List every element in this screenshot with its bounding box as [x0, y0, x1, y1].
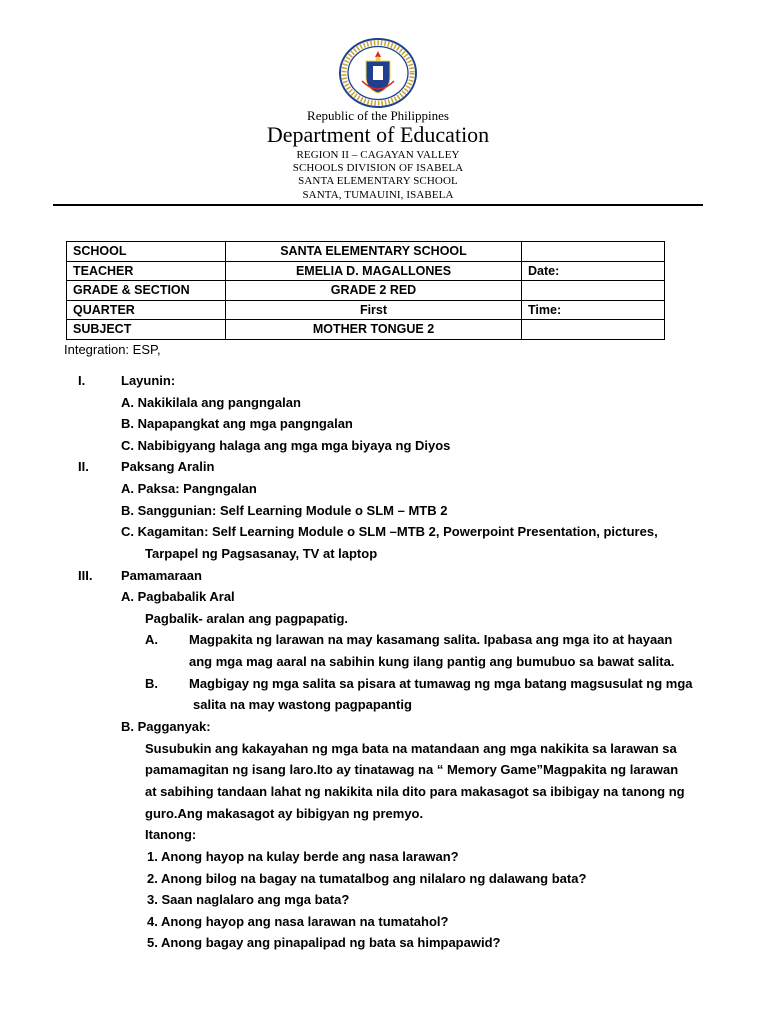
table-row — [67, 242, 665, 262]
row-value: EMELIA D. MAGALLONES — [226, 261, 522, 281]
row-value: GRADE 2 RED — [226, 281, 522, 301]
question-item: 3. Saan naglalaro ang mga bata? — [147, 892, 350, 907]
lesson-info-table — [66, 241, 665, 340]
questions-heading: Itanong: — [145, 827, 197, 842]
deped-seal-logo — [338, 37, 418, 109]
header-divider — [53, 204, 703, 206]
list-item: B. Pagganyak: — [121, 719, 211, 734]
row-value: SANTA ELEMENTARY SCHOOL — [226, 242, 522, 262]
paragraph-line: ang mga mag aaral na sabihin kung ilang pantig ang bumubuo sa bawat salita. — [189, 654, 675, 669]
list-item: A. Nakikilala ang pangngalan — [121, 395, 301, 410]
paragraph-line: Magpakita ng larawan na may kasamang salita. Ipabasa ang mga ito at hayaan — [189, 632, 673, 647]
table-row — [67, 320, 665, 340]
list-item: A. Pagbabalik Aral — [121, 589, 235, 604]
list-item: A. Paksa: Pangngalan — [121, 481, 257, 496]
table-row — [67, 300, 665, 320]
row-label: SCHOOL — [67, 242, 226, 262]
row-label: SUBJECT — [67, 320, 226, 340]
section-number: II. — [78, 459, 89, 474]
row-value: First — [226, 300, 522, 320]
division-line: SCHOOLS DIVISION OF ISABELA — [292, 162, 464, 174]
list-item: C. Nabibigyang halaga ang mga mga biyaya ng Diyos — [121, 438, 451, 453]
section-title: Layunin: — [121, 373, 176, 388]
row-label: TEACHER — [67, 261, 226, 281]
section-number: I. — [78, 373, 86, 388]
row-extra — [522, 320, 665, 340]
region-line: REGION II – CAGAYAN VALLEY — [296, 149, 460, 161]
list-item: C. Kagamitan: Self Learning Module o SLM –MTB 2, Powerpoint Presentation, pictures, — [121, 524, 658, 539]
section-title: Pamamaraan — [121, 568, 202, 583]
question-item: 5. Anong bagay ang pinapalipad ng bata sa himpapawid? — [147, 935, 501, 950]
row-extra: Time: — [522, 300, 665, 320]
paragraph-line: Susubukin ang kakayahan ng mga bata na matandaan ang mga nakikita sa larawan sa — [145, 741, 677, 756]
paragraph-line: salita na may wastong pagpapantig — [193, 697, 412, 712]
question-item: 4. Anong hayop ang nasa larawan na tumatahol? — [147, 914, 449, 929]
table-row — [67, 281, 665, 301]
question-item: 1. Anong hayop na kulay berde ang nasa larawan? — [147, 849, 459, 864]
address-line: SANTA, TUMAUINI, ISABELA — [302, 189, 454, 201]
school-line: SANTA ELEMENTARY SCHOOL — [298, 175, 458, 187]
row-extra: Date: — [522, 261, 665, 281]
list-item-continuation: Tarpapel ng Pagsasanay, TV at laptop — [145, 546, 378, 561]
paragraph-line: guro.Ang makasagot ay bibigyan ng premyo. — [145, 806, 424, 821]
list-item: B. Sanggunian: Self Learning Module o SLM – MTB 2 — [121, 503, 448, 518]
paragraph-line: pamamagitan ng isang laro.Ito ay tinatawag na “ Memory Game”Magpakita ng larawan — [145, 762, 679, 777]
section-number: III. — [78, 568, 93, 583]
sub-item-label: B. — [145, 676, 158, 691]
paragraph-line: Magbigay ng mga salita sa pisara at tumawag ng mga batang magsusulat ng mga — [189, 676, 693, 691]
row-label: GRADE & SECTION — [67, 281, 226, 301]
row-extra — [522, 242, 665, 262]
integration-note: Integration: ESP, — [64, 342, 161, 357]
row-value: MOTHER TONGUE 2 — [226, 320, 522, 340]
sub-item-label: A. — [145, 632, 158, 647]
section-title: Paksang Aralin — [121, 459, 215, 474]
list-item: B. Napapangkat ang mga pangngalan — [121, 416, 353, 431]
republic-line: Republic of the Philippines — [307, 108, 449, 123]
row-extra — [522, 281, 665, 301]
paragraph-line: at sabihing tandaan lahat ng nakikita nila dito para makasagot sa ibibigay na tanong ng — [145, 784, 685, 799]
question-item: 2. Anong bilog na bagay na tumatalbog ang nilalaro ng dalawang bata? — [147, 871, 587, 886]
paragraph-line: Pagbalik- aralan ang pagpapatig. — [145, 611, 348, 626]
department-title: Department of Education — [266, 122, 490, 147]
table-row — [67, 261, 665, 281]
row-label: QUARTER — [67, 300, 226, 320]
